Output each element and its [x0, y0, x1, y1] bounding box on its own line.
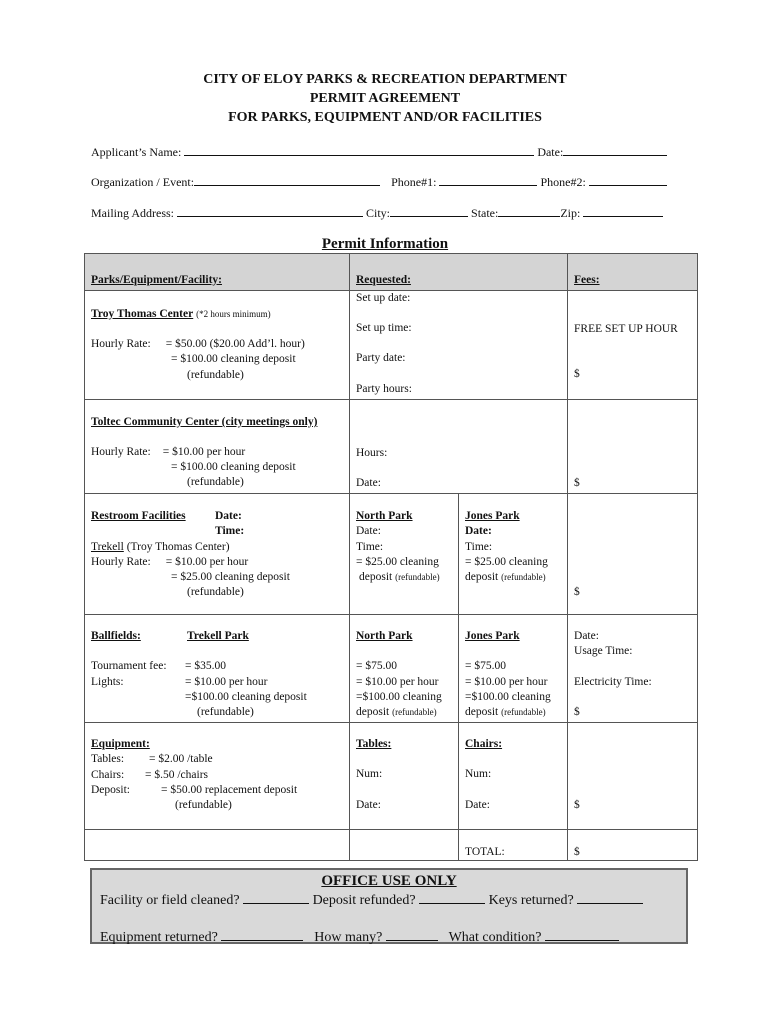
- equipment-deposit-value: = $50.00 replacement deposit: [161, 783, 298, 796]
- toltec-hours[interactable]: Hours:: [356, 446, 388, 459]
- permit-table: [84, 253, 698, 861]
- troy-note: (*2 hours minimum): [196, 309, 271, 319]
- restroom-rate1: = $10.00 per hour: [165, 555, 249, 568]
- ballfields-north-cleaning: =$100.00 cleaning: [356, 690, 442, 703]
- ballfields-north-fee: = $75.00: [356, 660, 397, 673]
- ballfields-north-park: North Park: [356, 630, 413, 643]
- condition-field[interactable]: [545, 927, 619, 941]
- toltec-fee[interactable]: $: [574, 476, 580, 489]
- troy-name: Troy Thomas Center: [91, 308, 194, 320]
- keys-field[interactable]: [577, 890, 643, 904]
- permit-information-title: Permit Information: [321, 236, 449, 252]
- restroom-north-deposit: deposit: [359, 571, 393, 584]
- restroom-north-refundable: (refundable): [395, 572, 440, 583]
- office-use-title: OFFICE USE ONLY: [321, 873, 457, 889]
- restroom-jones-cleaning: = $25.00 cleaning: [465, 555, 548, 568]
- table-row-equipment: [85, 723, 698, 830]
- restroom-refundable: (refundable): [187, 586, 244, 599]
- organization-row: [91, 174, 667, 190]
- ballfields-jones-refundable: (refundable): [501, 707, 546, 718]
- ballfields-jones-cleaning: =$100.00 cleaning: [465, 690, 551, 703]
- ballfields-north-deposit: deposit: [356, 706, 390, 719]
- restroom-north-cleaning: = $25.00 cleaning: [356, 555, 439, 568]
- toltec-date[interactable]: Date:: [356, 477, 381, 490]
- cleaned-field[interactable]: [243, 890, 309, 904]
- restroom-trekell-location: (Troy Thomas Center): [126, 540, 230, 553]
- restroom-date-label: Date:: [215, 510, 242, 523]
- equipment-deposit-label: Deposit:: [91, 783, 130, 796]
- equipment-returned-label: Equipment returned?: [100, 930, 218, 945]
- header-requested: Requested:: [350, 254, 568, 291]
- equipment-tables-head: Tables:: [356, 738, 392, 751]
- restroom-time-label: Time:: [215, 525, 245, 538]
- toltec-rate1: = $10.00 per hour: [162, 446, 246, 459]
- applicant-name-field[interactable]: [184, 144, 534, 156]
- troy-free-setup: FREE SET UP HOUR: [574, 323, 678, 335]
- city-label: City:: [366, 206, 391, 220]
- mailing-address-field[interactable]: [177, 205, 363, 217]
- date-label: Date:: [537, 145, 564, 159]
- ballfields-electricity-time[interactable]: Electricity Time:: [574, 675, 652, 688]
- ballfields-refundable: (refundable): [197, 706, 254, 719]
- ballfields-north-refundable: (refundable): [392, 707, 437, 718]
- organization-label: Organization / Event:: [91, 175, 195, 189]
- toltec-refundable: (refundable): [187, 476, 244, 489]
- troy-hourly-label: Hourly Rate:: [91, 338, 151, 351]
- troy-refundable: (refundable): [187, 368, 244, 381]
- mailing-label: Mailing Address:: [91, 206, 174, 220]
- equipment-name: Equipment:: [91, 738, 150, 751]
- equipment-chairs-head: Chairs:: [465, 738, 503, 751]
- table-row-troy-thomas: [85, 291, 698, 400]
- cleaned-label: Facility or field cleaned?: [100, 893, 240, 908]
- date-field[interactable]: [563, 144, 667, 156]
- state-label: State:: [471, 206, 499, 220]
- refunded-label: Deposit refunded?: [312, 893, 416, 908]
- table-row-restroom: [85, 494, 698, 615]
- equipment-chairs-num[interactable]: Num:: [465, 768, 492, 781]
- refunded-field[interactable]: [419, 890, 485, 904]
- ballfields-date[interactable]: Date:: [574, 630, 599, 643]
- ballfields-jones-deposit: deposit: [465, 706, 499, 719]
- ballfields-trekell-park: Trekell Park: [187, 630, 249, 643]
- equipment-chairs-date[interactable]: Date:: [465, 798, 490, 811]
- lights-label: Lights:: [91, 675, 124, 688]
- mailing-row: [91, 205, 663, 221]
- total-fee[interactable]: $: [568, 830, 698, 861]
- restroom-jones-park: Jones Park: [465, 510, 520, 523]
- equipment-chairs-value: = $.50 /chairs: [145, 768, 209, 781]
- restroom-name: Restroom Facilities: [91, 510, 186, 523]
- troy-rate2: = $100.00 cleaning deposit: [171, 353, 296, 366]
- equipment-tables-date[interactable]: Date:: [356, 798, 381, 811]
- troy-setup-date[interactable]: Set up date:: [356, 292, 411, 304]
- office-line-2: [100, 927, 619, 946]
- applicant-label: Applicant’s Name:: [91, 145, 182, 159]
- troy-setup-time[interactable]: Set up time:: [356, 322, 412, 335]
- ballfields-jones-lights: = $10.00 per hour: [465, 675, 548, 688]
- troy-fee[interactable]: $: [574, 368, 580, 381]
- equipment-tables-label: Tables:: [91, 753, 125, 766]
- form-title-line1: CITY OF ELOY PARKS & RECREATION DEPARTMENT: [203, 72, 567, 87]
- how-many-field[interactable]: [386, 927, 438, 941]
- toltec-hourly-label: Hourly Rate:: [91, 446, 151, 459]
- table-row-total: [85, 830, 698, 861]
- restroom-jones-deposit: deposit: [465, 571, 499, 584]
- tournament-label: Tournament fee:: [91, 660, 167, 673]
- state-field[interactable]: [498, 205, 560, 217]
- restroom-jones-time[interactable]: Time:: [465, 540, 493, 553]
- lights-value: = $10.00 per hour: [185, 675, 268, 688]
- restroom-rate2: = $25.00 cleaning deposit: [171, 571, 290, 584]
- phone1-label: Phone#1:: [391, 175, 437, 189]
- form-title-line2: PERMIT AGREEMENT: [309, 91, 461, 106]
- phone1-field[interactable]: [439, 174, 537, 186]
- equipment-fee[interactable]: $: [574, 799, 580, 812]
- toltec-rate2: = $100.00 cleaning deposit: [171, 461, 296, 474]
- form-title-line3: FOR PARKS, EQUIPMENT AND/OR FACILITIES: [228, 110, 542, 125]
- city-field[interactable]: [390, 205, 468, 217]
- equipment-returned-field[interactable]: [221, 927, 303, 941]
- equipment-chairs-label: Chairs:: [91, 768, 125, 781]
- office-line-1: [100, 890, 643, 909]
- table-row-toltec: [85, 399, 698, 493]
- restroom-hourly-label: Hourly Rate:: [91, 555, 151, 568]
- phone2-label: Phone#2:: [540, 175, 586, 189]
- equipment-tables-num[interactable]: Num:: [356, 768, 383, 781]
- restroom-jones-refundable: (refundable): [501, 572, 546, 583]
- ballfields-usage-time[interactable]: Usage Time:: [574, 645, 633, 658]
- troy-party-hours[interactable]: Party hours:: [356, 382, 412, 395]
- ballfields-fee[interactable]: $: [574, 705, 580, 718]
- ballfields-name: Ballfields:: [91, 630, 141, 643]
- keys-label: Keys returned?: [488, 893, 574, 908]
- zip-field[interactable]: [583, 205, 663, 217]
- restroom-trekell: Trekell: [91, 540, 124, 553]
- restroom-north-time[interactable]: Time:: [356, 540, 384, 553]
- header-fees: Fees:: [568, 254, 698, 291]
- equipment-tables-value: = $2.00 /table: [149, 753, 213, 766]
- equipment-refundable: (refundable): [175, 799, 232, 812]
- header-facility: Parks/Equipment/Facility:: [85, 254, 350, 291]
- applicant-row: [91, 144, 667, 160]
- ballfields-cleaning: =$100.00 cleaning deposit: [185, 690, 307, 703]
- ballfields-jones-fee: = $75.00: [465, 660, 506, 673]
- zip-label: Zip:: [560, 206, 581, 220]
- office-use-box: [90, 868, 688, 944]
- how-many-label: How many?: [314, 930, 383, 945]
- restroom-jones-date[interactable]: Date:: [465, 525, 492, 538]
- restroom-north-date[interactable]: Date:: [356, 525, 381, 538]
- restroom-north-park: North Park: [356, 510, 413, 523]
- ballfields-north-lights: = $10.00 per hour: [356, 675, 439, 688]
- total-label: TOTAL:: [459, 830, 568, 861]
- table-row-ballfields: [85, 615, 698, 723]
- ballfields-jones-park: Jones Park: [465, 630, 520, 643]
- phone2-field[interactable]: [589, 174, 667, 186]
- toltec-name: Toltec Community Center (city meetings only): [91, 415, 318, 428]
- troy-rate1: = $50.00 ($20.00 Add’l. hour): [165, 338, 305, 351]
- table-header-row: [85, 254, 698, 291]
- organization-field[interactable]: [194, 174, 380, 186]
- troy-party-date[interactable]: Party date:: [356, 352, 406, 365]
- tournament-value: = $35.00: [185, 660, 226, 673]
- restroom-fee[interactable]: $: [574, 586, 580, 599]
- condition-label: What condition?: [448, 930, 542, 945]
